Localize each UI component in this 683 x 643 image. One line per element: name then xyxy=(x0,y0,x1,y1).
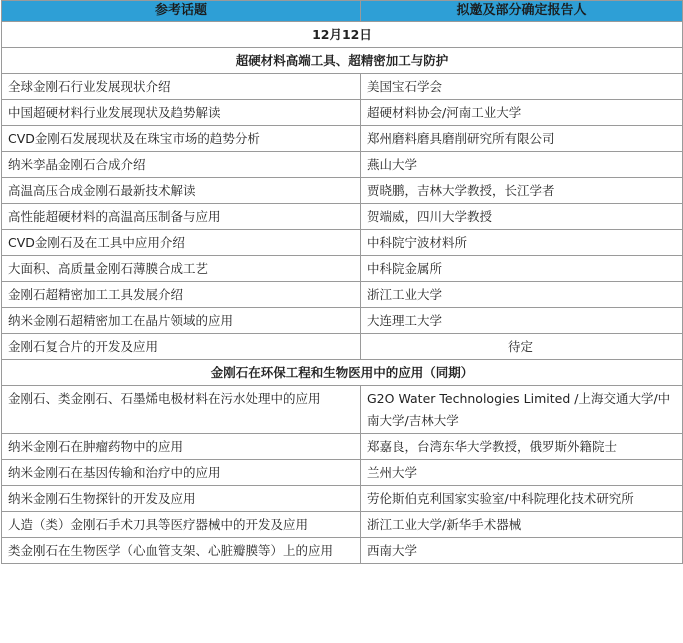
topic-cell: 纳米金刚石在基因传输和治疗中的应用 xyxy=(2,460,361,486)
topic-cell: 纳米孪晶金刚石合成介绍 xyxy=(2,152,361,178)
table-row xyxy=(2,334,683,360)
topic-cell: 人造（类）金刚石手术刀具等医疗器械中的开发及应用 xyxy=(2,512,361,538)
table-row xyxy=(2,256,683,282)
table-row xyxy=(2,74,683,100)
topic-cell: 大面积、高质量金刚石薄膜合成工艺 xyxy=(2,256,361,282)
speaker-cell: G2O Water Technologies Limited /上海交通大学/中南大学/吉林大学 xyxy=(361,386,683,434)
section-title: 金刚石在环保工程和生物医用中的应用（同期） xyxy=(2,360,683,386)
topic-cell: 中国超硬材料行业发展现状及趋势解读 xyxy=(2,100,361,126)
table-row xyxy=(2,100,683,126)
date-cell: 12月12日 xyxy=(2,22,683,48)
topic-cell: 金刚石复合片的开发及应用 xyxy=(2,334,361,360)
topic-cell: 全球金刚石行业发展现状介绍 xyxy=(2,74,361,100)
table-row xyxy=(2,308,683,334)
table-row xyxy=(2,204,683,230)
speaker-cell: 郑州磨料磨具磨削研究所有限公司 xyxy=(361,126,683,152)
table-row xyxy=(2,460,683,486)
agenda-body xyxy=(2,22,683,564)
table-row xyxy=(2,386,683,434)
speaker-cell: 西南大学 xyxy=(361,538,683,564)
speaker-cell: 大连理工大学 xyxy=(361,308,683,334)
speaker-cell: 待定 xyxy=(361,334,683,360)
speaker-cell: 贺端威，四川大学教授 xyxy=(361,204,683,230)
topic-cell: 金刚石、类金刚石、石墨烯电极材料在污水处理中的应用 xyxy=(2,386,361,434)
speaker-cell: 中科院金属所 xyxy=(361,256,683,282)
speaker-cell: 燕山大学 xyxy=(361,152,683,178)
speaker-cell: 美国宝石学会 xyxy=(361,74,683,100)
table-row xyxy=(2,230,683,256)
topic-cell: CVD金刚石发展现状及在珠宝市场的趋势分析 xyxy=(2,126,361,152)
speaker-cell: 浙江工业大学/新华手术器械 xyxy=(361,512,683,538)
topic-cell: 高性能超硬材料的高温高压制备与应用 xyxy=(2,204,361,230)
table-row xyxy=(2,486,683,512)
speaker-cell: 贾晓鹏，吉林大学教授，长江学者 xyxy=(361,178,683,204)
header-speaker: 拟邀及部分确定报告人 xyxy=(361,1,683,22)
topic-cell: 金刚石超精密加工工具发展介绍 xyxy=(2,282,361,308)
table-row xyxy=(2,538,683,564)
table-row xyxy=(2,178,683,204)
speaker-cell: 中科院宁波材料所 xyxy=(361,230,683,256)
topic-cell: 纳米金刚石生物探针的开发及应用 xyxy=(2,486,361,512)
section-header-row xyxy=(2,360,683,386)
speaker-cell: 兰州大学 xyxy=(361,460,683,486)
topic-cell: CVD金刚石及在工具中应用介绍 xyxy=(2,230,361,256)
header-row xyxy=(2,1,683,22)
table-row xyxy=(2,152,683,178)
table-row xyxy=(2,434,683,460)
header-topic: 参考话题 xyxy=(2,1,361,22)
topic-cell: 纳米金刚石在肿瘤药物中的应用 xyxy=(2,434,361,460)
topic-cell: 高温高压合成金刚石最新技术解读 xyxy=(2,178,361,204)
table-row xyxy=(2,126,683,152)
topic-cell: 类金刚石在生物医学（心血管支架、心脏瓣膜等）上的应用 xyxy=(2,538,361,564)
date-row xyxy=(2,22,683,48)
section-title: 超硬材料高端工具、超精密加工与防护 xyxy=(2,48,683,74)
speaker-cell: 郑嘉良，台湾东华大学教授，俄罗斯外籍院士 xyxy=(361,434,683,460)
table-row xyxy=(2,282,683,308)
table-row xyxy=(2,512,683,538)
agenda-table xyxy=(1,0,683,564)
section-header-row xyxy=(2,48,683,74)
speaker-cell: 超硬材料协会/河南工业大学 xyxy=(361,100,683,126)
speaker-cell: 劳伦斯伯克利国家实验室/中科院理化技术研究所 xyxy=(361,486,683,512)
speaker-cell: 浙江工业大学 xyxy=(361,282,683,308)
topic-cell: 纳米金刚石超精密加工在晶片领域的应用 xyxy=(2,308,361,334)
